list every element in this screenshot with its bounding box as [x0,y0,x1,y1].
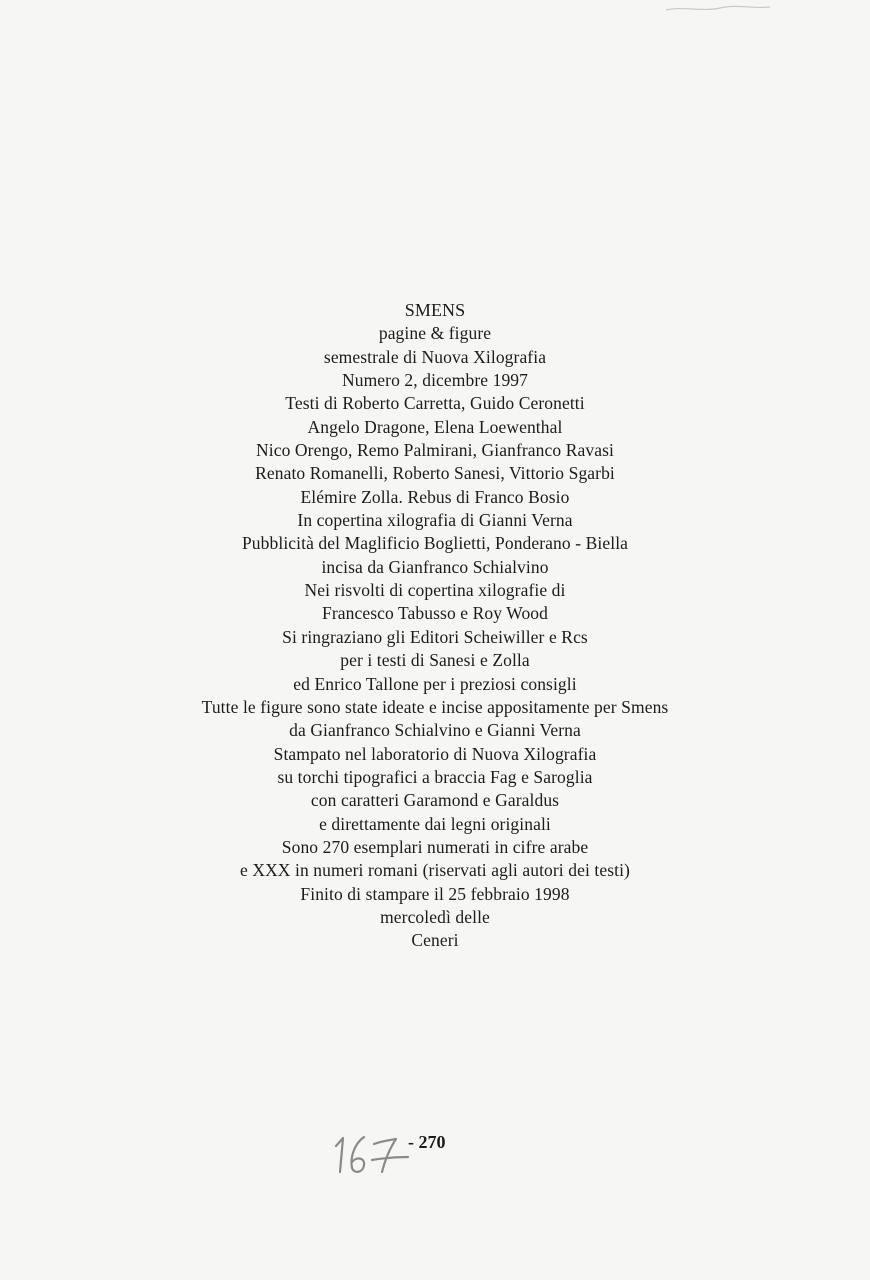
colophon-line: Angelo Dragone, Elena Loewenthal [307,416,563,437]
colophon-line: Ceneri [411,930,459,951]
edition-total: - 270 [408,1132,446,1152]
colophon-line: da Gianfranco Schialvino e Gianni Verna [289,720,581,741]
edition-number [0,1124,870,1174]
colophon-line: ed Enrico Tallone per i preziosi consigli [293,673,577,694]
colophon-line: Numero 2, dicembre 1997 [342,370,528,391]
colophon-line: Nei risvolti di copertina xilografie di [304,580,566,601]
colophon-line: e XXX in numeri romani (riservati agli autori dei testi) [239,860,630,881]
colophon-line: Francesco Tabusso e Roy Wood [321,603,549,624]
colophon-line: per i testi di Sanesi e Zolla [340,650,530,671]
colophon-line: con caratteri Garamond e Garaldus [310,790,560,811]
colophon-line: Si ringraziano gli Editori Scheiwiller e Rcs [282,626,588,647]
colophon-line: semestrale di Nuova Xilografia [323,346,547,367]
colophon-line: Finito di stampare il 25 febbraio 1998 [300,883,570,904]
colophon-line: e direttamente dai legni originali [319,813,551,834]
colophon-line: Testi di Roberto Carretta, Guido Ceronetti [285,393,585,414]
colophon-line: pagine & figure [378,323,492,344]
colophon-line: Sono 270 esemplari numerati in cifre arabe [281,836,589,857]
colophon-line: Pubblicità del Maglificio Boglietti, Ponderano - Biella [241,533,629,554]
colophon-line: su torchi tipografici a braccia Fag e Saroglia [277,766,593,787]
colophon-line: Elémire Zolla. Rebus di Franco Bosio [300,486,570,507]
colophon-title: SMENS [404,300,466,320]
colophon-line: Renato Romanelli, Roberto Sanesi, Vittorio Sgarbi [255,463,615,484]
colophon-line: Stampato nel laboratorio di Nuova Xilografia [273,743,597,764]
colophon-line: Nico Orengo, Remo Palmirani, Gianfranco Ravasi [256,440,614,461]
colophon-line: In copertina xilografia di Gianni Verna [297,510,573,531]
colophon-line: mercoledì delle [380,906,490,927]
handwritten-copy-number [330,1128,410,1176]
colophon-line: incisa da Gianfranco Schialvino [321,556,549,577]
colophon-line: Tutte le figure sono state ideate e incise appositamente per Smens [201,696,669,717]
colophon [0,299,870,953]
pencil-edge-mark [658,0,778,18]
